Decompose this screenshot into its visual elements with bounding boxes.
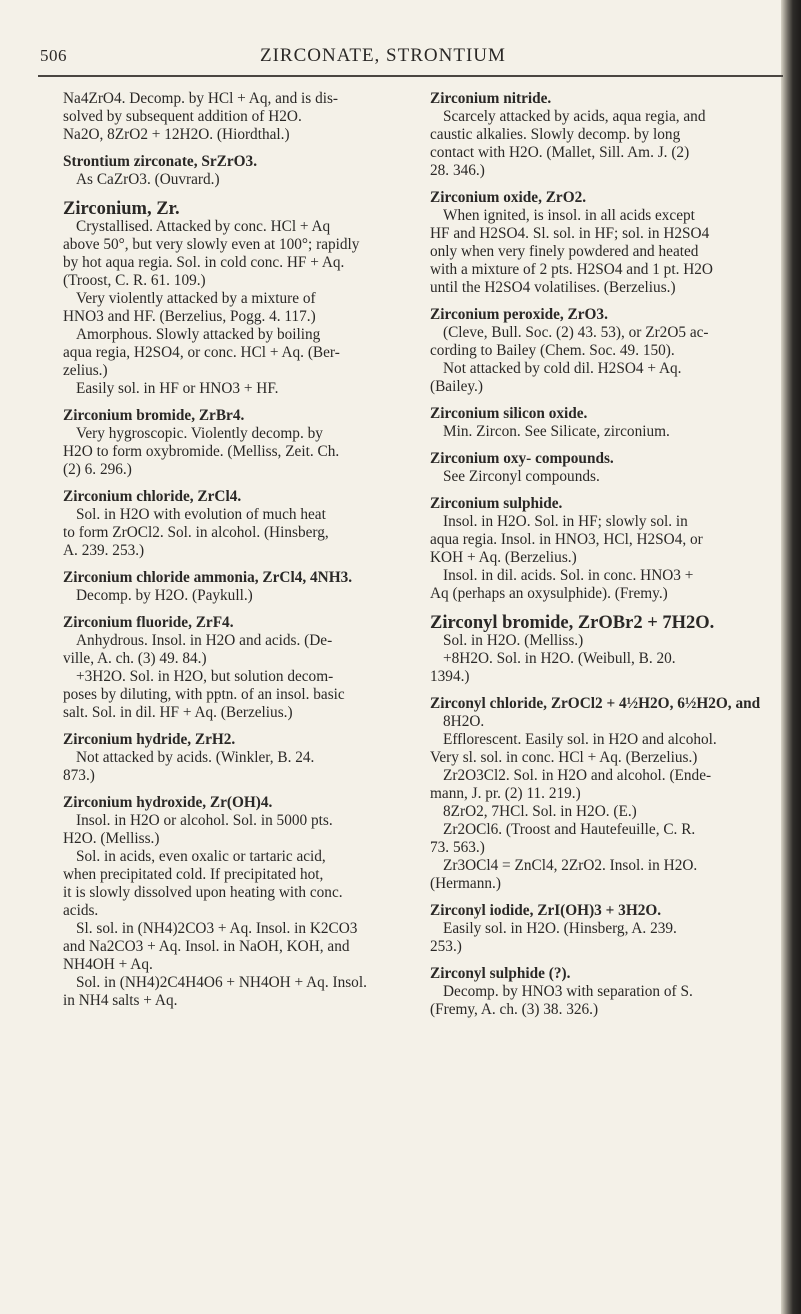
text-line: Sl. sol. in (NH4)2CO3 + Aq. Insol. in K2CO3 bbox=[76, 920, 358, 937]
entry-heading: Zirconium oxide, ZrO2. bbox=[430, 189, 587, 206]
text-line: H2O. (Melliss.) bbox=[63, 830, 160, 847]
text-line: (Bailey.) bbox=[430, 378, 483, 395]
text-line: Efflorescent. Easily sol. in H2O and alcohol. bbox=[443, 731, 717, 748]
page-number: 506 bbox=[40, 46, 67, 65]
text-line: only when very finely powdered and heated bbox=[430, 243, 699, 260]
text-line: KOH + Aq. (Berzelius.) bbox=[430, 549, 577, 566]
text-line: caustic alkalies. Slowly decomp. by long bbox=[430, 126, 681, 143]
text-line: Zr2OCl6. (Troost and Hautefeuille, C. R. bbox=[443, 821, 696, 838]
entry-heading: Zirconyl chloride, ZrOCl2 + 4½H2O, 6½H2O, and bbox=[430, 695, 761, 712]
text-line: ville, A. ch. (3) 49. 84.) bbox=[63, 650, 207, 667]
text-line: Crystallised. Attacked by conc. HCl + Aq bbox=[76, 218, 331, 235]
text-line: 873.) bbox=[63, 767, 95, 784]
text-line: aqua regia, H2SO4, or conc. HCl + Aq. (Ber- bbox=[63, 344, 340, 361]
text-line: aqua regia. Insol. in HNO3, HCl, H2SO4, or bbox=[430, 531, 703, 548]
text-line: and Na2CO3 + Aq. Insol. in NaOH, KOH, and bbox=[63, 938, 350, 955]
text-line: +8H2O. Sol. in H2O. (Weibull, B. 20. bbox=[443, 650, 676, 667]
left-column bbox=[63, 90, 406, 1010]
text-line: HF and H2SO4. Sl. sol. in HF; sol. in H2SO4 bbox=[430, 225, 710, 242]
text-line: Na4ZrO4. Decomp. by HCl + Aq, and is dis- bbox=[63, 90, 339, 107]
entry-heading: Zirconium oxy- compounds. bbox=[430, 450, 614, 467]
text-line: solved by subsequent addition of H2O. bbox=[63, 108, 302, 125]
text-line: Insol. in dil. acids. Sol. in conc. HNO3 + bbox=[443, 567, 694, 584]
text-line: to form ZrOCl2. Sol. in alcohol. (Hinsberg, bbox=[63, 524, 329, 541]
text-line: contact with H2O. (Mallet, Sill. Am. J. (2) bbox=[430, 144, 690, 161]
text-line: HNO3 and HF. (Berzelius, Pogg. 4. 117.) bbox=[63, 308, 316, 325]
entry-heading: Zirconium bromide, ZrBr4. bbox=[63, 407, 245, 424]
entry-heading: Strontium zirconate, SrZrO3. bbox=[63, 153, 258, 170]
text-line: zelius.) bbox=[63, 362, 108, 379]
text-line: 8ZrO2, 7HCl. Sol. in H2O. (E.) bbox=[443, 803, 637, 820]
text-line: Decomp. by H2O. (Paykull.) bbox=[76, 587, 253, 604]
text-line: Zr3OCl4 = ZnCl4, 2ZrO2. Insol. in H2O. bbox=[443, 857, 698, 874]
text-line: See Zirconyl compounds. bbox=[443, 468, 600, 485]
entry-heading: Zirconium hydride, ZrH2. bbox=[63, 731, 236, 748]
text-line: (Fremy, A. ch. (3) 38. 326.) bbox=[430, 1001, 599, 1018]
text-line: Easily sol. in HF or HNO3 + HF. bbox=[76, 380, 279, 397]
text-line: NH4OH + Aq. bbox=[63, 956, 153, 973]
text-line: salt. Sol. in dil. HF + Aq. (Berzelius.) bbox=[63, 704, 293, 721]
text-line: cording to Bailey (Chem. Soc. 49. 150). bbox=[430, 342, 675, 359]
text-line: (2) 6. 296.) bbox=[63, 461, 132, 478]
text-line: Decomp. by HNO3 with separation of S. bbox=[443, 983, 693, 1000]
text-line: (Cleve, Bull. Soc. (2) 43. 53), or Zr2O5 ac- bbox=[443, 324, 709, 341]
text-line: 253.) bbox=[430, 938, 462, 955]
entry-heading: Zirconyl sulphide (?). bbox=[430, 965, 571, 982]
text-line: Amorphous. Slowly attacked by boiling bbox=[76, 326, 321, 343]
text-line: Sol. in (NH4)2C4H4O6 + NH4OH + Aq. Insol. bbox=[76, 974, 367, 991]
text-line: when precipitated cold. If precipitated hot, bbox=[63, 866, 324, 883]
text-line: above 50°, but very slowly even at 100°; rapidly bbox=[63, 236, 360, 253]
text-line: As CaZrO3. (Ouvrard.) bbox=[76, 171, 220, 188]
entry-heading: Zirconium silicon oxide. bbox=[430, 405, 588, 422]
text-line: Na2O, 8ZrO2 + 12H2O. (Hiordthal.) bbox=[63, 126, 290, 143]
entry-heading: Zirconium fluoride, ZrF4. bbox=[63, 614, 234, 631]
text-line: 1394.) bbox=[430, 668, 470, 685]
text-line: 28. 346.) bbox=[430, 162, 485, 179]
text-line: Zr2O3Cl2. Sol. in H2O and alcohol. (Ende- bbox=[443, 767, 712, 784]
entry-heading: Zirconium chloride ammonia, ZrCl4, 4NH3. bbox=[63, 569, 353, 586]
text-line: Insol. in H2O or alcohol. Sol. in 5000 pts. bbox=[76, 812, 333, 829]
text-line: A. 239. 253.) bbox=[63, 542, 145, 559]
right-column bbox=[430, 90, 785, 1019]
text-line: Anhydrous. Insol. in H2O and acids. (De- bbox=[76, 632, 333, 649]
text-line: Very hygroscopic. Violently decomp. by bbox=[76, 425, 323, 442]
text-line: Sol. in H2O. (Melliss.) bbox=[443, 632, 584, 649]
text-line: Aq (perhaps an oxysulphide). (Fremy.) bbox=[430, 585, 668, 602]
text-line: (Troost, C. R. 61. 109.) bbox=[63, 272, 206, 289]
entry-heading: Zirconium hydroxide, Zr(OH)4. bbox=[63, 794, 273, 811]
text-line: it is slowly dissolved upon heating with conc. bbox=[63, 884, 343, 901]
text-line: in NH4 salts + Aq. bbox=[63, 992, 178, 1009]
text-line: Very sl. sol. in conc. HCl + Aq. (Berzelius.) bbox=[430, 749, 698, 766]
entry-heading: Zirconium sulphide. bbox=[430, 495, 563, 512]
text-line: poses by diluting, with pptn. of an insol. basic bbox=[63, 686, 345, 703]
text-line: When ignited, is insol. in all acids except bbox=[443, 207, 695, 224]
entry-heading: Zirconium peroxide, ZrO3. bbox=[430, 306, 608, 323]
text-line: Not attacked by acids. (Winkler, B. 24. bbox=[76, 749, 315, 766]
text-line: Insol. in H2O. Sol. in HF; slowly sol. in bbox=[443, 513, 688, 530]
text-line: +3H2O. Sol. in H2O, but solution decom- bbox=[76, 668, 334, 685]
text-line: with a mixture of 2 pts. H2SO4 and 1 pt. H2O bbox=[430, 261, 713, 278]
text-line: H2O to form oxybromide. (Melliss, Zeit. Ch. bbox=[63, 443, 340, 460]
entry-heading: Zirconium chloride, ZrCl4. bbox=[63, 488, 242, 505]
text-line: (Hermann.) bbox=[430, 875, 501, 892]
entry-heading: Zirconium nitride. bbox=[430, 90, 552, 107]
header-rule bbox=[38, 75, 783, 77]
entry-heading: Zirconyl iodide, ZrI(OH)3 + 3H2O. bbox=[430, 902, 662, 919]
text-line: 8H2O. bbox=[443, 713, 485, 730]
text-line: Very violently attacked by a mixture of bbox=[76, 290, 316, 307]
text-line: mann, J. pr. (2) 11. 219.) bbox=[430, 785, 581, 802]
text-line: until the H2SO4 volatilises. (Berzelius.) bbox=[430, 279, 676, 296]
running-head: ZIRCONATE, STRONTIUM bbox=[260, 45, 506, 66]
text-line: by hot aqua regia. Sol. in cold conc. HF + Aq. bbox=[63, 254, 345, 271]
text-line: Easily sol. in H2O. (Hinsberg, A. 239. bbox=[443, 920, 677, 937]
text-line: acids. bbox=[63, 902, 99, 919]
text-line: Not attacked by cold dil. H2SO4 + Aq. bbox=[443, 360, 682, 377]
text-line: Sol. in acids, even oxalic or tartaric acid, bbox=[76, 848, 326, 865]
text-line: Min. Zircon. See Silicate, zirconium. bbox=[443, 423, 670, 440]
entry-heading: Zirconyl bromide, ZrOBr2 + 7H2O. bbox=[430, 613, 715, 633]
entry-heading: Zirconium, Zr. bbox=[63, 199, 180, 219]
text-line: 73. 563.) bbox=[430, 839, 485, 856]
text-line: Scarcely attacked by acids, aqua regia, and bbox=[443, 108, 706, 125]
text-line: Sol. in H2O with evolution of much heat bbox=[76, 506, 326, 523]
